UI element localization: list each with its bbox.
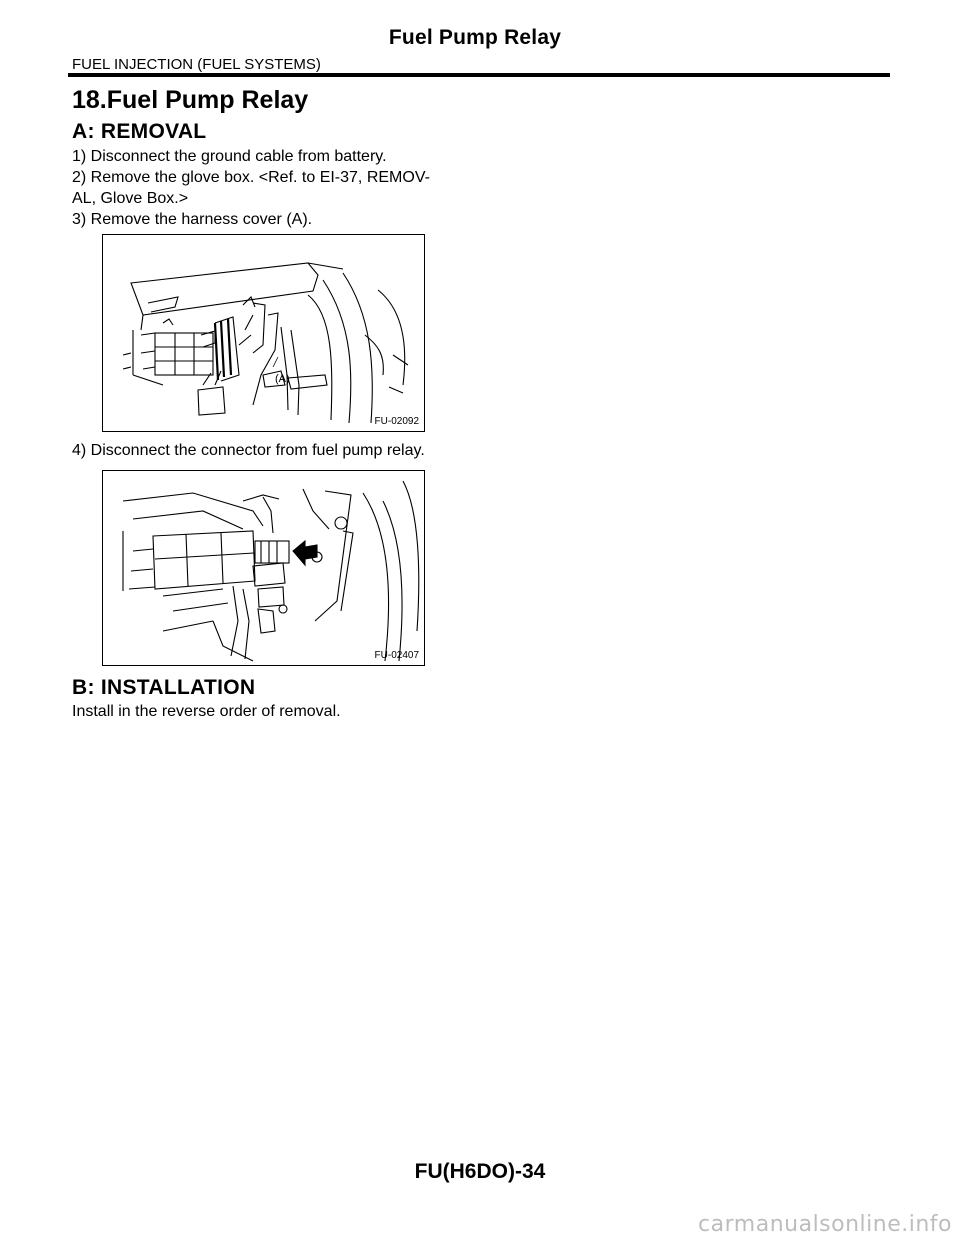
section-title: 18.Fuel Pump Relay: [72, 86, 309, 114]
relay-connector-illustration: [103, 471, 423, 664]
harness-cover-illustration: [103, 235, 423, 430]
watermark: carmanualsonline.info: [698, 1212, 952, 1237]
header-rule: [68, 73, 890, 77]
footer-page-code: FU(H6DO)-34: [414, 1160, 546, 1183]
figure-2-code: FU-02407: [374, 650, 419, 661]
header-section: FUEL INJECTION (FUEL SYSTEMS): [72, 56, 321, 73]
removal-step-4: 4) Disconnect the connector from fuel pump relay.: [72, 442, 425, 459]
installation-text: Install in the reverse order of removal.: [72, 703, 341, 720]
removal-step-2-cont: AL, Glove Box.>: [72, 190, 189, 207]
removal-step-2: 2) Remove the glove box. <Ref. to EI-37, REMOV-: [72, 169, 430, 186]
figure-fuel-pump-relay-connector: [102, 470, 425, 666]
figure-callout-a: (A): [275, 373, 290, 385]
figure-1-code: FU-02092: [374, 416, 419, 427]
removal-title: A: REMOVAL: [72, 120, 207, 143]
removal-step-3: 3) Remove the harness cover (A).: [72, 211, 313, 228]
installation-title: B: INSTALLATION: [72, 676, 256, 699]
removal-step-1: 1) Disconnect the ground cable from battery.: [72, 148, 387, 165]
header-title: Fuel Pump Relay: [388, 26, 562, 49]
figure-harness-cover: [102, 234, 425, 432]
